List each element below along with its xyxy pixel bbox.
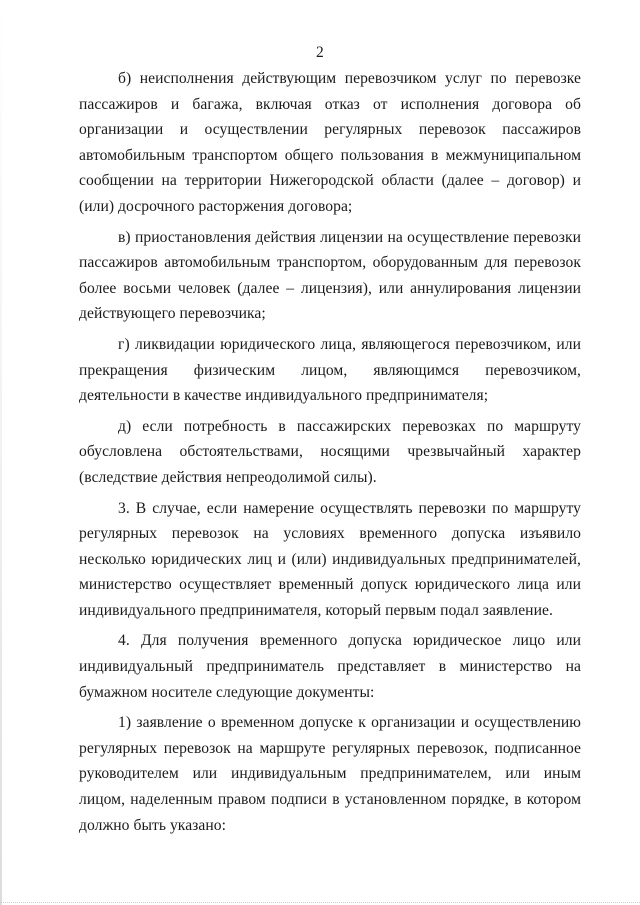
page-number: 2 [316, 44, 324, 61]
paragraph-d: д) если потребность в пассажирских перевозках по маршруту обусловлена обстоятельствами, носящими чрезвычайный характер (вследствие действия непреодолимой силы). [79, 417, 581, 486]
paragraph-b: б) неисполнения действующим перевозчиком услуг по перевозке пассажиров и багажа, включая отказ от исполнения договора об организации и осуществлении регулярных перевозок пассажиров автомобильным транспортом общего пользования в межмуниципальном сообщении на территории Нижегородской области (далее – договор) и (или) досрочного расторжения договора; [79, 70, 581, 215]
paragraph-v: в) приостановления действия лицензии на осуществление перевозки пассажиров автомобильным транспортом, оборудованным для перевозок более восьми человек (далее – лицензия), или аннулирования лицензии действующего перевозчика; [79, 228, 581, 323]
paragraph-4: 4. Для получения временного допуска юридическое лицо или индивидуальный предприниматель представляет в министерство на бумажном носителе следующие документы: [79, 632, 581, 701]
paragraph-g: г) ликвидации юридического лица, являющегося перевозчиком, или прекращения физическим лицом, являющимся перевозчиком, деятельности в качестве индивидуального предпринимателя; [79, 335, 581, 405]
document-body [79, 66, 581, 843]
paragraph-4-1: 1) заявление о временном допуске к организации и осуществлению регулярных перевозок на маршруте регулярных перевозок, подписанное руководителем или индивидуальным предпринимателем, или иным лицом, наделенным правом подписи в установленном порядке, в котором должно быть указано: [79, 714, 581, 834]
paragraph-3: 3. В случае, если намерение осуществлять перевозки по маршруту регулярных перевозок на условиях временного допуска изъявило несколько юридических лиц и (или) индивидуальных предпринимателей, министерство осуществляет временный допуск юридического лица или индивидуального предпринимателя, который первым подал заявление. [79, 499, 581, 619]
scan-bottom-edge [0, 898, 640, 903]
scan-edge-shadow [0, 0, 2, 905]
